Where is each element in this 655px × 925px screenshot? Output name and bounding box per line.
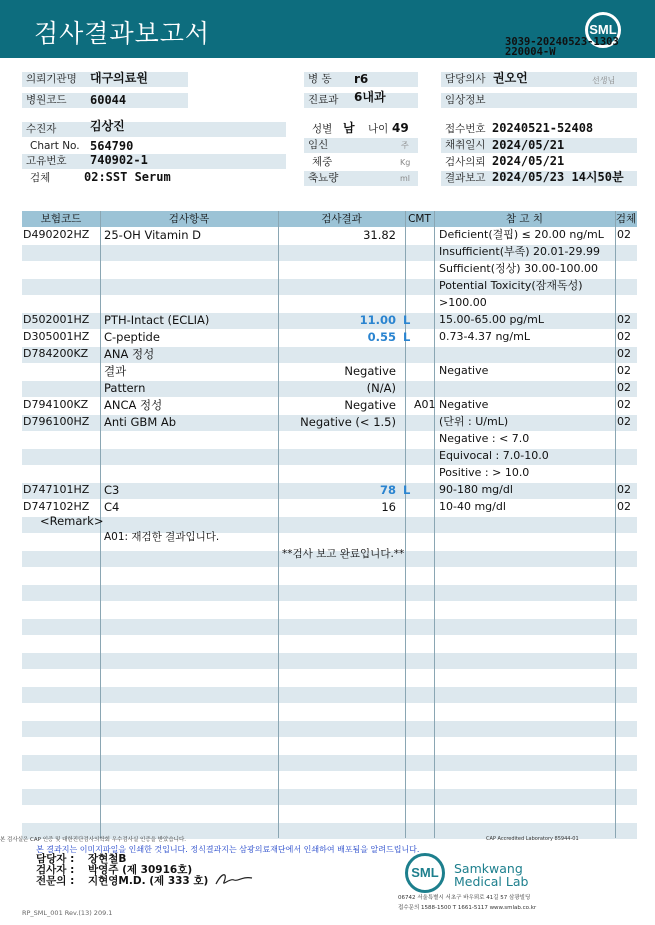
cell-spec: 02 [617,228,631,241]
cell-ref: Equivocal : 7.0-10.0 [439,449,549,462]
cell-code: D747101HZ [23,483,90,496]
doctor-suffix: 선생님 [592,76,616,85]
cell-code: D490202HZ [23,228,90,241]
cell-item: 25-OH Vitamin D [104,228,202,242]
cell-spec: 02 [617,415,631,428]
specialist-label: 전문의 : [36,875,75,887]
company-address: 06742 서울특별시 서초구 바우뫼로 41길 57 삼광빌딩 [398,895,531,901]
cell-result: Negative [344,398,396,412]
signatories [36,853,209,887]
cell-code: D747102HZ [23,500,90,513]
institution-value: 대구의료원 [90,71,148,85]
cell-spec: 02 [617,500,631,513]
chart-label: Chart No. [30,140,80,152]
cell-item: ANCA 정성 [104,398,163,412]
report-title: 검사결과보고서 [34,19,211,48]
cell-flag: L [403,313,411,327]
column-divider [405,211,406,838]
cell-result: Negative [344,364,396,378]
cell-ref: 0.73-4.37 ng/mL [439,330,530,343]
header-reference: 참 고 치 [505,213,544,225]
cell-spec: 02 [617,398,631,411]
chart-value: 564790 [90,139,134,153]
patient-label: 수진자 [22,122,286,137]
ward-label: 병 동 [304,72,418,87]
cell-ref: Negative [439,364,489,377]
collect-value: 2024/05/21 [492,138,565,152]
pregnancy-label: 임신 [304,138,418,153]
cell-item: PTH-Intact (ECLIA) [104,313,210,327]
header-result: 검사결과 [321,213,362,225]
cell-result: 78 [379,483,396,497]
ward-value: r6 [354,72,369,86]
age-label: 나이 [368,123,389,135]
cell-result: 0.55 [367,330,396,344]
remark-label: <Remark> [40,514,104,528]
cell-ref: >100.00 [439,296,487,309]
cell-result: 31.82 [363,228,396,242]
tester-value: 박영주 (제 30916호) [88,864,193,876]
cell-ref: 90-180 mg/dl [439,483,513,496]
pregnancy-unit: 주 [401,141,409,150]
cell-ref: Insufficient(부족) 20.01-29.99 [439,245,600,258]
cell-spec: 02 [617,330,631,343]
request-label: 검사의뢰 [445,156,486,168]
table-stripe [22,721,637,737]
receipt-value: 20240521-52408 [492,121,594,135]
cell-ref: (단위 : U/mL) [439,415,509,428]
header-specimen: 검체 [615,213,637,225]
id-label: 고유번호 [22,154,286,169]
table-stripe [22,653,637,669]
hospital-code-label: 병원코드 [22,93,188,108]
cell-spec: 02 [617,483,631,496]
cell-ref: Positive : > 10.0 [439,466,530,479]
weight-unit: Kg [400,158,411,167]
cell-code: D305001HZ [23,330,90,343]
column-divider [278,211,279,838]
urine-unit: ml [400,174,411,183]
cell-ref: Negative [439,398,489,411]
cell-code: D502001HZ [23,313,90,326]
sex-value: 남 [343,121,355,135]
table-stripe [22,585,637,601]
specimen-label: 검체 [30,172,51,184]
report-number: 3039-20240523-1303 220004-W [505,36,619,58]
patient-value: 김상진 [90,119,125,133]
cell-result: Negative (< 1.5) [300,415,396,429]
manager-label: 담당자 : [36,853,75,865]
cell-item: ANA 정성 [104,347,155,361]
cell-item: C-peptide [104,330,160,344]
remark-text: A01: 재검한 결과입니다. [104,531,220,543]
fine-print: 본 검사실은 CAP 인증 및 대한진단검사의학회 우수검사실 인증을 받았습니다. [0,837,187,843]
header-cmt: CMT [408,213,431,225]
cap-accreditation: CAP Accredited Laboratory 85944-01 [486,836,579,842]
cell-result: (N/A) [366,381,396,395]
dept-value: 6내과 [354,90,386,104]
id-value: 740902-1 [90,153,148,167]
header-code: 보험코드 [40,213,82,225]
cell-item: Pattern [104,381,146,395]
cell-ref: Deficient(결핍) ≤ 20.00 ng/mL [439,228,604,241]
collect-label: 채취일시 [441,138,637,153]
cell-item: Anti GBM Ab [104,415,177,429]
age-value: 49 [392,121,409,135]
sex-label: 성별 [312,123,333,135]
company-phone: 접수문의 1588-1500 T 1661-5117 www.smlab.co.kr [398,905,537,911]
cell-item: C4 [104,500,120,514]
cell-code: D796100HZ [23,415,90,428]
cell-spec: 02 [617,364,631,377]
cell-spec: 02 [617,381,631,394]
receipt-label: 접수번호 [445,123,486,135]
cell-code: D784200KZ [23,347,89,360]
signature-icon [212,870,256,888]
cell-ref: Negative : < 7.0 [439,432,530,445]
cell-spec: 02 [617,347,631,360]
hospital-code-value: 60044 [90,93,127,107]
cell-ref: Sufficient(정상) 30.00-100.00 [439,262,599,275]
table-stripe [22,789,637,805]
image-notice: 본 결과지는 이미지파일을 인쇄한 것입니다. 정식결과지는 삼광의료재단에서 인쇄하여 배포됨을 알려드립니다. [36,845,420,854]
doctor-label: 담당의사 [441,72,637,87]
table-header [22,211,637,227]
document-code: RP_SML_001 Rev.(13) 209.1 [22,909,113,917]
cell-flag: L [403,483,411,497]
cell-flag: L [403,330,411,344]
tester-label: 검사자 : [36,864,75,876]
cell-ref: 10-40 mg/dl [439,500,506,513]
specialist-value: 지현영M.D. (제 333 호) [88,875,209,887]
cell-item: 결과 [104,364,127,378]
report-value: 2024/05/23 14시50분 [492,170,624,184]
weight-label: 체중 [312,156,333,168]
dept-label: 진료과 [304,93,418,108]
sml-footer-logo-icon: SML [405,853,445,893]
cell-spec: 02 [617,313,631,326]
cell-ref: Potential Toxicity(잠재독성) [439,279,583,292]
doctor-value: 권오언 [493,71,528,85]
urine-label: 축뇨량 [304,171,418,186]
specimen-value: 02:SST Serum [84,170,171,184]
cell-cmt: A01 [414,398,436,411]
table-stripe [22,687,637,703]
company-name: Samkwang Medical Lab [454,861,529,889]
header-item: 검사항목 [168,213,210,225]
report-label: 결과보고 [441,171,637,186]
manager-value: 장현철B [88,853,127,865]
request-value: 2024/05/21 [492,154,565,168]
end-of-report: **검사 보고 완료입니다.** [282,548,405,560]
cell-result: 16 [381,500,396,514]
column-divider [615,211,616,838]
column-divider [434,211,435,838]
clinical-label: 임상정보 [441,93,637,108]
table-stripe [22,755,637,771]
sml-logo-icon: SML [585,12,621,48]
cell-code: D794100KZ [23,398,89,411]
cell-item: C3 [104,483,120,497]
cell-ref: 15.00-65.00 pg/mL [439,313,544,326]
institution-label: 의뢰기관명 [22,72,188,87]
table-stripe [22,619,637,635]
cell-result: 11.00 [359,313,396,327]
